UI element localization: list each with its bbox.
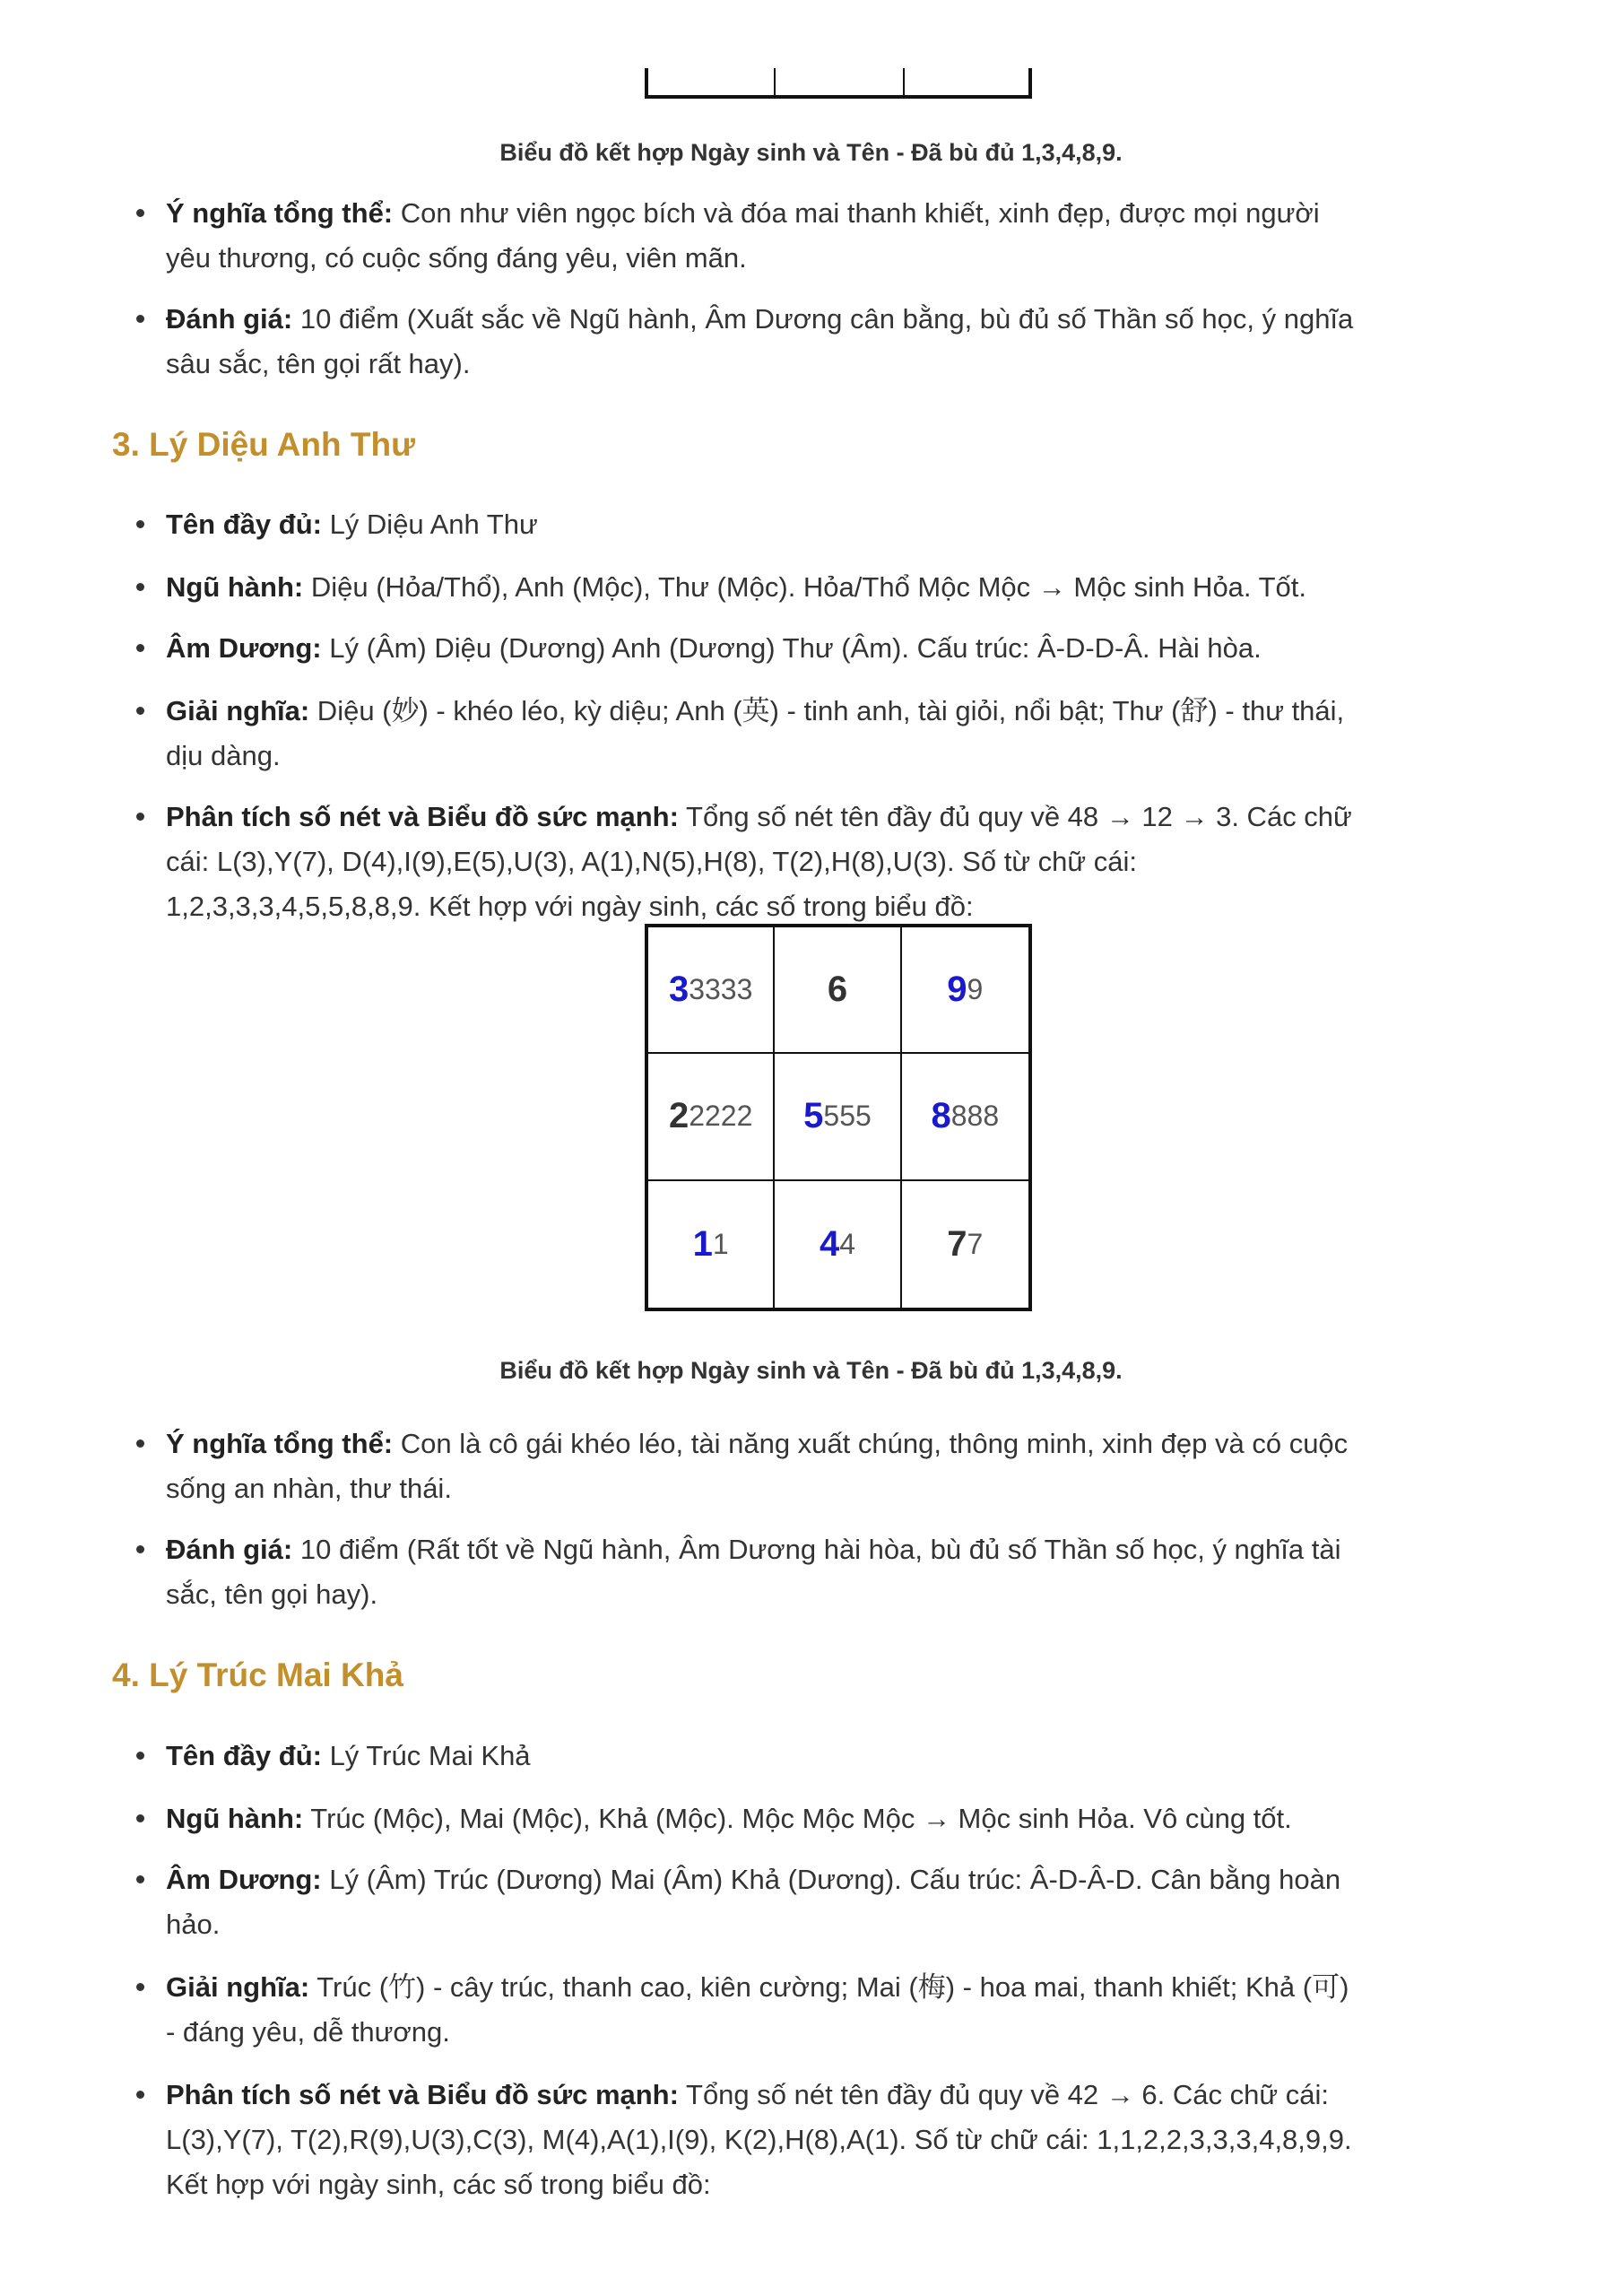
- cell-main-digit: 6: [827, 970, 848, 1010]
- item-label: Đánh giá:: [166, 303, 293, 335]
- item-label: Âm Dương:: [166, 632, 322, 664]
- item-text: Diệu (妙) - khéo léo, kỳ diệu; Anh (英) - tinh anh, tài giỏi, nổi bật; Thư (舒) - thư thái, dịu dàng.: [166, 695, 1345, 771]
- grid-divider: [774, 68, 776, 95]
- item-label: Đánh giá:: [166, 1534, 293, 1565]
- cell-repeat-digits: 7: [967, 1227, 984, 1260]
- grid-cell: [648, 927, 775, 1054]
- item-text: Con là cô gái khéo léo, tài năng xuất chúng, thông minh, xinh đẹp và có cuộc sống an nhàn, thư thái.: [166, 1428, 1349, 1504]
- list-item: [0, 689, 1358, 778]
- numerology-grid: [645, 924, 1032, 1311]
- item-label: Ngũ hành:: [166, 571, 304, 603]
- item-text: Trúc (竹) - cây trúc, thanh cao, kiên cường; Mai (梅) - hoa mai, thanh khiết; Khả (可) - đáng yêu, dễ thương.: [166, 1971, 1349, 2048]
- item-label: Ý nghĩa tổng thể:: [166, 1428, 394, 1459]
- item-text: 10 điểm (Rất tốt về Ngũ hành, Âm Dương hài hòa, bù đủ số Thần số học, ý nghĩa tài sắc, tên gọi hay).: [166, 1534, 1341, 1610]
- list-item: [0, 1527, 1358, 1617]
- list-item: [0, 1734, 1358, 1779]
- list-item: [0, 191, 1358, 281]
- grid-cell: [775, 927, 901, 1054]
- list-item: [0, 795, 1358, 929]
- list-item: [0, 565, 1358, 610]
- cell-main-digit: 7: [947, 1223, 967, 1264]
- cell-repeat-digits: 1: [712, 1227, 729, 1260]
- list-item: [0, 1965, 1358, 2055]
- prev-summary-list: [0, 191, 1358, 387]
- list-item: [0, 2073, 1358, 2207]
- cell-main-digit: 9: [947, 970, 967, 1010]
- item-text: Lý Trúc Mai Khả: [321, 1740, 531, 1771]
- grid-cell: [902, 1054, 1028, 1180]
- item-label: Phân tích số nét và Biểu đồ sức mạnh:: [166, 801, 679, 832]
- cell-repeat-digits: 4: [839, 1227, 856, 1260]
- cell-main-digit: 2: [668, 1096, 690, 1136]
- item-text: Diệu (Hỏa/Thổ), Anh (Mộc), Thư (Mộc). Hỏa/Thổ Mộc Mộc → Mộc sinh Hỏa. Tốt.: [303, 571, 1306, 603]
- item-text: Tổng số nét tên đầy đủ quy về 48 → 12 → 3. Các chữ cái: L(3),Y(7), D(4),I(9),E(5),U(3), A(1),N(5),H(8), T(2),H(8),U(3). Số từ chữ cái: 1,2,3,3,3,4,5,5,8,8,9. Kết hợp với ngày sinh, các số trong biểu đồ:: [166, 801, 1352, 922]
- item-text: Con như viên ngọc bích và đóa mai thanh khiết, xinh đẹp, được mọi người yêu thương, có cuộc sống đáng yêu, viên mãn.: [166, 197, 1320, 274]
- item-label: Âm Dương:: [166, 1864, 322, 1895]
- list-item: [0, 1857, 1358, 1947]
- cell-repeat-digits: 9: [967, 973, 984, 1006]
- grid-divider: [903, 68, 905, 95]
- item-label: Giải nghĩa:: [166, 1971, 310, 2003]
- item-text: Lý (Âm) Diệu (Dương) Anh (Dương) Thư (Âm). Cấu trúc: Â-D-D-Â. Hài hòa.: [321, 632, 1262, 664]
- cell-repeat-digits: 2222: [689, 1100, 753, 1133]
- item-label: Ngũ hành:: [166, 1803, 304, 1834]
- section3-summary: [0, 1422, 1358, 1617]
- item-label: Ý nghĩa tổng thể:: [166, 197, 394, 229]
- grid-cell: [902, 1181, 1028, 1308]
- section3-details: [0, 502, 1358, 929]
- item-text: Trúc (Mộc), Mai (Mộc), Khả (Mộc). Mộc Mộc Mộc → Mộc sinh Hỏa. Vô cùng tốt.: [303, 1803, 1292, 1834]
- list-item: [0, 297, 1358, 387]
- grid-cell: [775, 1054, 901, 1180]
- grid-cell: [648, 1181, 775, 1308]
- item-label: Tên đầy đủ:: [166, 1740, 322, 1771]
- list-item: [0, 626, 1358, 671]
- section-heading: 3. Lý Diệu Anh Thư: [112, 426, 415, 463]
- cell-main-digit: 8: [931, 1096, 951, 1136]
- grid-cell: [648, 1054, 775, 1180]
- list-item: [0, 1796, 1358, 1841]
- cell-main-digit: 4: [819, 1223, 840, 1264]
- item-text: Lý (Âm) Trúc (Dương) Mai (Âm) Khả (Dương). Cấu trúc: Â-D-Â-D. Cân bằng hoàn hảo.: [166, 1864, 1341, 1940]
- item-text: 10 điểm (Xuất sắc về Ngũ hành, Âm Dương cân bằng, bù đủ số Thần số học, ý nghĩa sâu sắc, tên gọi rất hay).: [166, 303, 1354, 379]
- cell-main-digit: 1: [692, 1223, 713, 1264]
- item-label: Giải nghĩa:: [166, 695, 310, 726]
- section4-details: [0, 1734, 1358, 2207]
- item-text: Tổng số nét tên đầy đủ quy về 42 → 6. Các chữ cái: L(3),Y(7), T(2),R(9),U(3),C(3), M(4),A(1),I(9), K(2),H(8),A(1). Số từ chữ cái: 1,1,2,2,3,3,3,4,8,9,9. Kết hợp với ngày sinh, các số trong biểu đồ:: [166, 2079, 1352, 2200]
- cell-repeat-digits: 3333: [689, 973, 753, 1006]
- previous-grid-bottom: [645, 68, 1032, 99]
- grid-caption-top: Biểu đồ kết hợp Ngày sinh và Tên - Đã bù đủ 1,3,4,8,9.: [499, 139, 1123, 166]
- item-text: Lý Diệu Anh Thư: [321, 509, 538, 540]
- list-item: [0, 1422, 1358, 1511]
- cell-repeat-digits: 888: [950, 1100, 1000, 1133]
- cell-repeat-digits: 555: [823, 1100, 872, 1133]
- grid-cell: [775, 1181, 901, 1308]
- grid-caption: Biểu đồ kết hợp Ngày sinh và Tên - Đã bù đủ 1,3,4,8,9.: [499, 1357, 1123, 1384]
- section-heading: 4. Lý Trúc Mai Khả: [112, 1657, 403, 1693]
- cell-main-digit: 5: [803, 1096, 824, 1136]
- grid-cell: [902, 927, 1028, 1054]
- list-item: [0, 502, 1358, 547]
- cell-main-digit: 3: [668, 970, 690, 1010]
- item-label: Phân tích số nét và Biểu đồ sức mạnh:: [166, 2079, 679, 2110]
- item-label: Tên đầy đủ:: [166, 509, 322, 540]
